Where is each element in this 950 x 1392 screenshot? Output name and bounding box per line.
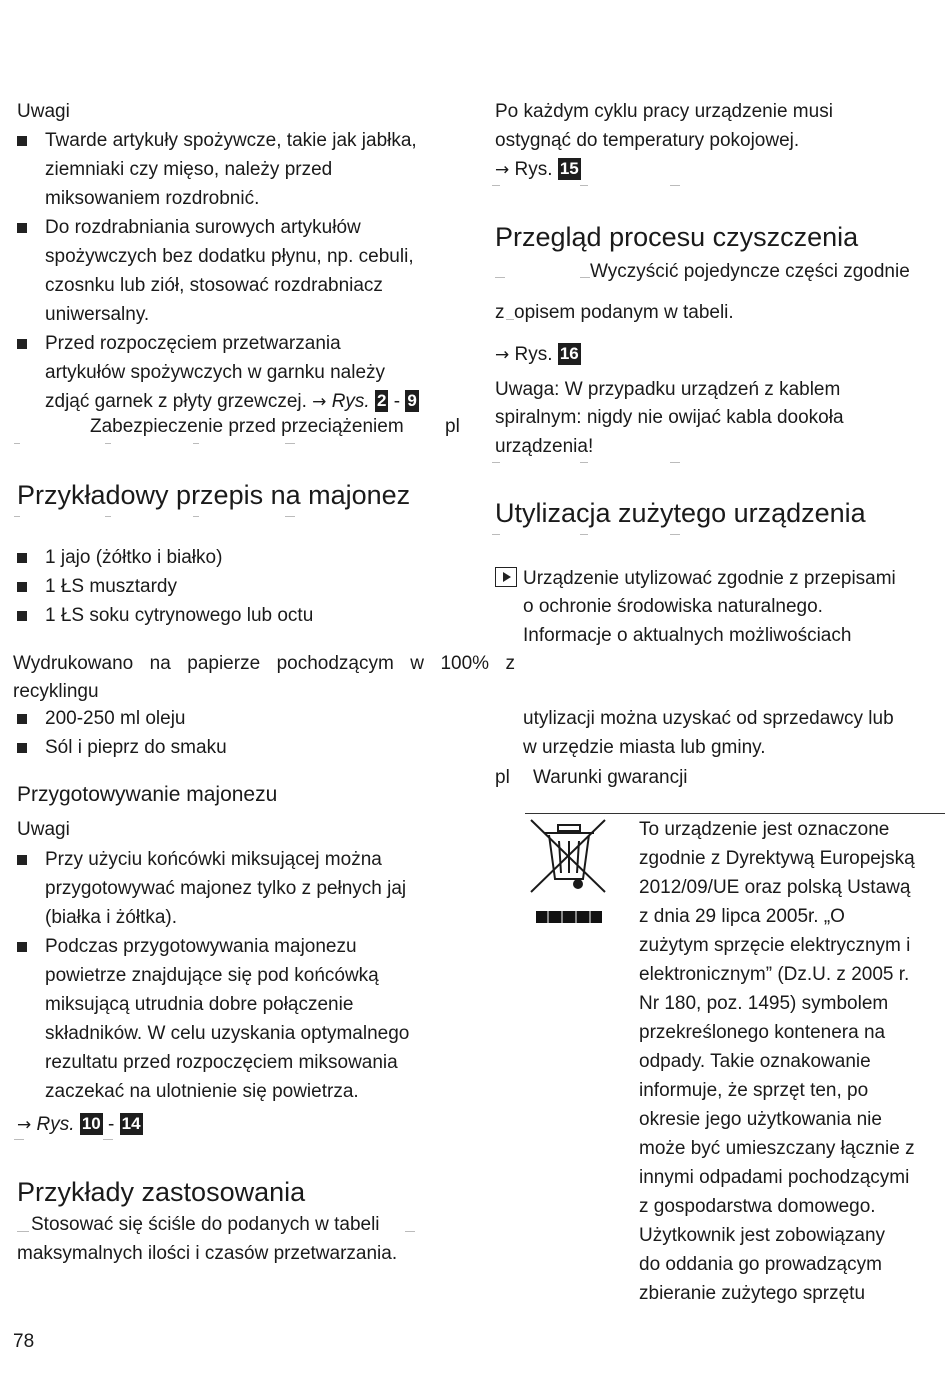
divider [193, 443, 199, 444]
divider [103, 1139, 113, 1140]
prep-notes-list [17, 845, 477, 1106]
figure-badge: 14 [121, 1114, 141, 1133]
divider [105, 443, 111, 444]
list-item: Przed rozpoczęciem przetwarzania artykułów spożywczych w garnku należy zdjąć garnek z płyty grzewczej. → Rys. 2 - 9 [17, 329, 477, 417]
list-item: 1 ŁS soku cytrynowego lub octu [17, 601, 477, 630]
play-icon [495, 567, 517, 587]
divider [105, 516, 111, 517]
divider [492, 185, 500, 186]
divider [506, 319, 514, 320]
figure-badge: 9 [407, 391, 417, 410]
recycled-paper-note: Wydrukowano na papierze pochodzącym w 100% z [13, 653, 515, 674]
figure-ref-label: Rys. [514, 344, 553, 365]
divider [14, 443, 20, 444]
divider [14, 516, 20, 517]
warranty-rule [525, 813, 945, 814]
disposal-line-3: Informacje o aktualnych możliwościach [523, 625, 852, 646]
divider [492, 534, 500, 535]
disposal-line-1: Urządzenie utylizować zgodnie z przepisami [495, 564, 896, 593]
prep-heading: Przygotowywanie majonezu [17, 783, 278, 806]
divider [580, 534, 588, 535]
divider [285, 516, 295, 517]
divider [580, 185, 588, 186]
notes-heading: Uwagi [17, 101, 70, 122]
cooling-line-2: ostygnąć do temperatury pokojowej. [495, 130, 800, 151]
disposal-heading: Utylizacja zużytego urządzenia [495, 498, 866, 528]
divider [405, 1231, 415, 1232]
notes-list [17, 126, 477, 417]
bullet-icon [17, 339, 27, 349]
examples-line-2: maksymalnych ilości i czasów przetwarzania. [17, 1243, 398, 1264]
figure-badge: 10 [81, 1114, 101, 1133]
list-item: Sól i pieprz do smaku [17, 733, 477, 762]
divider [495, 277, 505, 278]
weee-statement: To urządzenie jest oznaczone zgodnie z Dyrektywą Europejską 2012/09/UE oraz polską Ustawą z dnia 29 lipca 2005r. „O zużytym sprzęcie elektrycznym i elektronicznym” (Dz.U. z 2005 r. Nr 180, poz. 1495) symbolem przekreślonego kontenera na odpady. Takie oznakowanie informuje, że sprzęt ten, po okresie jego użytkowania nie może być umieszczany łącznie z innymi odpadami pochodzącymi z gospodarstwa domowego. Użytkownik jest zobowiązany do oddania go prowadzącym zbieranie zużytego sprzętu [639, 819, 915, 1304]
cooling-line-1: Po każdym cyklu pracy urządzenie musi [495, 101, 833, 122]
bullet-icon [17, 942, 27, 952]
arrow-right-icon: → [495, 160, 510, 180]
figure-badge: 2 [376, 391, 387, 410]
cleaning-figure-ref [495, 340, 581, 370]
divider [17, 1231, 29, 1232]
bullet-icon [17, 714, 27, 724]
figure-ref-label: Rys. [514, 159, 553, 180]
cable-warning-line-2: spiralnym: nigdy nie owijać kabla dookoła [495, 407, 844, 428]
ingredients-list-cont [17, 704, 477, 762]
divider [670, 534, 680, 535]
ingredients-list [17, 543, 477, 630]
arrow-right-icon: → [495, 345, 510, 365]
recipe-heading: Przykładowy przepis na majonez [17, 480, 411, 510]
cooling-figure-ref [495, 155, 581, 185]
recycled-paper-note-cont: recyklingu [13, 681, 99, 702]
cleaning-line-2-prefix: z [495, 302, 505, 323]
divider [285, 443, 295, 444]
disposal-line-4: utylizacji można uzyskać od sprzedawcy lub [523, 708, 894, 729]
disposal-line-2: o ochronie środowiska naturalnego. [523, 596, 823, 617]
list-item: 1 ŁS musztardy [17, 572, 477, 601]
list-item: Przy użyciu końcówki miksującej można przygotowywać majonez tylko z pełnych jaj (białka i żółtka). [17, 845, 477, 932]
divider [580, 462, 588, 463]
prep-notes-heading: Uwagi [17, 819, 70, 840]
examples-line-1: Stosować się ściśle do podanych w tabeli [31, 1214, 380, 1235]
prep-figure-ref: → Rys. 10 - 14 [17, 1114, 141, 1135]
divider [670, 462, 680, 463]
disposal-line-5: w urzędzie miasta lub gminy. [523, 737, 766, 758]
cleaning-line-1: Wyczyścić pojedyncze części zgodnie [590, 261, 910, 282]
bullet-icon [17, 855, 27, 865]
divider [670, 185, 680, 186]
language-tag: pl [495, 767, 510, 788]
cleaning-line-2: opisem podanym w tabeli. [514, 302, 734, 323]
bullet-icon [17, 582, 27, 592]
list-item: 1 jajo (żółtko i białko) [17, 543, 477, 572]
figure-badge: 16 [559, 344, 579, 363]
list-item: Do rozdrabniania surowych artykułów spożywczych bez dodatku płynu, np. cebuli, czosnku lub ziół, stosować rozdrabniacz uniwersalny. [17, 213, 477, 329]
figure-ref-label: Rys. [36, 1114, 75, 1135]
cable-warning-line-3: urządzenia! [495, 436, 594, 457]
cable-warning-line-1: Uwaga: W przypadku urządzeń z kablem [495, 379, 841, 400]
arrow-right-icon: → [312, 392, 327, 412]
overload-line: Zabezpieczenie przed przeciążeniem [90, 416, 404, 437]
bullet-icon [17, 743, 27, 753]
bullet-icon [17, 611, 27, 621]
cleaning-heading: Przegląd procesu czyszczenia [495, 222, 859, 252]
weee-bin-icon [528, 817, 610, 929]
list-item: 200-250 ml oleju [17, 704, 477, 733]
bullet-icon [17, 136, 27, 146]
figure-ref-label: Rys. [331, 391, 370, 412]
arrow-right-icon: → [17, 1115, 32, 1135]
bullet-icon [17, 223, 27, 233]
divider [193, 516, 199, 517]
figure-badge: 15 [559, 159, 579, 178]
list-item: Twarde artykuły spożywcze, takie jak jabłka, ziemniaki czy mięso, należy przed miksowaniem rozdrobnić. [17, 126, 477, 213]
bullet-icon [17, 553, 27, 563]
list-item: Podczas przygotowywania majonezu powietrze znajdujące się pod końcówką miksującą utrudnia dobre połączenie składników. W celu uzyskania optymalnego rezultatu przed rozpoczęciem miksowania zaczekać na ulotnienie się powietrza. [17, 932, 477, 1106]
divider [580, 277, 590, 278]
language-tag: pl [445, 416, 460, 437]
warranty-heading: Warunki gwarancji [533, 767, 688, 788]
divider [492, 462, 500, 463]
examples-heading: Przykłady zastosowania [17, 1177, 306, 1207]
divider [14, 1139, 24, 1140]
page-number: 78 [13, 1331, 35, 1352]
